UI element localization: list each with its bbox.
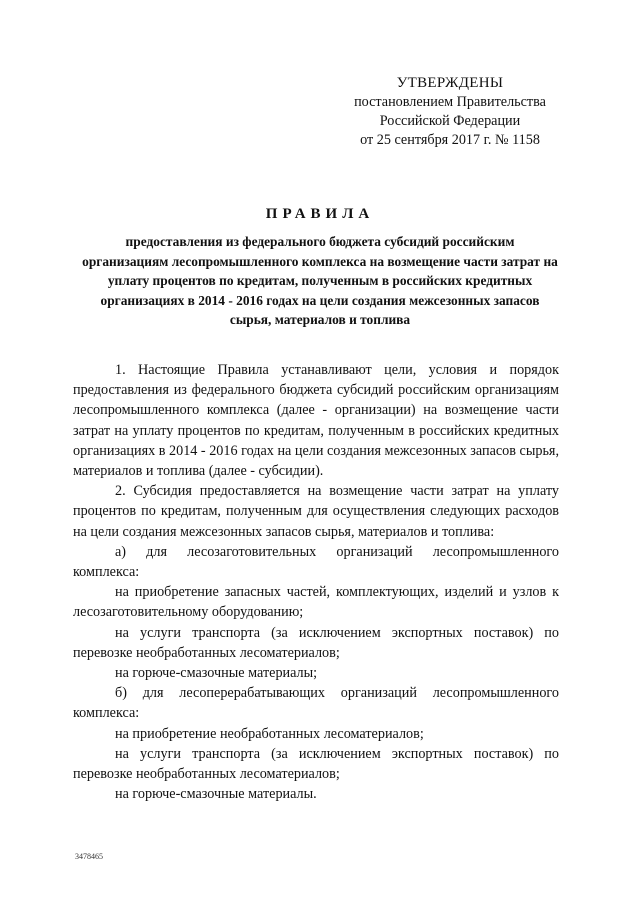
paragraph-8: на приобретение необработанных лесоматериалов;	[115, 725, 424, 742]
document-title: ПРАВИЛА	[265, 206, 375, 222]
approval-line-2: Российской Федерации	[379, 113, 521, 129]
paragraph-7: б) для лесоперерабатывающих организаций лесопромышленного комплекса:	[73, 685, 559, 722]
approval-heading: УТВЕРЖДЕНЫ	[396, 75, 504, 91]
paragraph-4: на приобретение запасных частей, комплектующих, изделий и узлов к лесозаготовительному оборудованию;	[73, 584, 559, 621]
paragraph-10: на горюче-смазочные материалы.	[115, 786, 317, 803]
paragraph-1: 1. Настоящие Правила устанавливают цели, условия и порядок предоставления из федерального бюджета субсидий российским организациям лесопромышленного комплекса (далее - организации) на возмещение части затрат на уплату процентов по кредитам, полученным в российских кредитных организациях в 2014 - 2016 годах на цели создания межсезонных запасов сырья, материалов и топлива (далее - субсидии).	[73, 362, 559, 480]
approval-line-1: постановлением Правительства	[354, 94, 546, 110]
paragraph-5: на услуги транспорта (за исключением экспортных поставок) по перевозке необработанных лесоматериалов;	[73, 624, 559, 661]
approval-block	[340, 74, 560, 150]
approval-line-3: от 25 сентября 2017 г. № 1158	[360, 132, 540, 148]
paragraph-6: на горюче-смазочные материалы;	[115, 665, 318, 682]
document-number: 3478465	[75, 852, 103, 861]
document-subtitle: предоставления из федерального бюджета субсидий российским организациям лесопромышленного комплекса на возмещение части затрат на уплату процентов по кредитам, полученным в российских кредитных организациях в 2014 - 2016 годах на цели создания межсезонных запасов сырья, материалов и топлива	[82, 234, 558, 327]
paragraph-3: а) для лесозаготовительных организаций лесопромышленного комплекса:	[73, 543, 559, 581]
paragraph-9: на услуги транспорта (за исключением экспортных поставок) по перевозке необработанных лесоматериалов;	[73, 745, 559, 783]
document-body	[73, 360, 559, 804]
paragraph-2: 2. Субсидия предоставляется на возмещение части затрат на уплату процентов по кредитам, полученным для осуществления следующих расходов на цели создания межсезонных запасов сырья, материалов и топлива:	[73, 483, 559, 540]
